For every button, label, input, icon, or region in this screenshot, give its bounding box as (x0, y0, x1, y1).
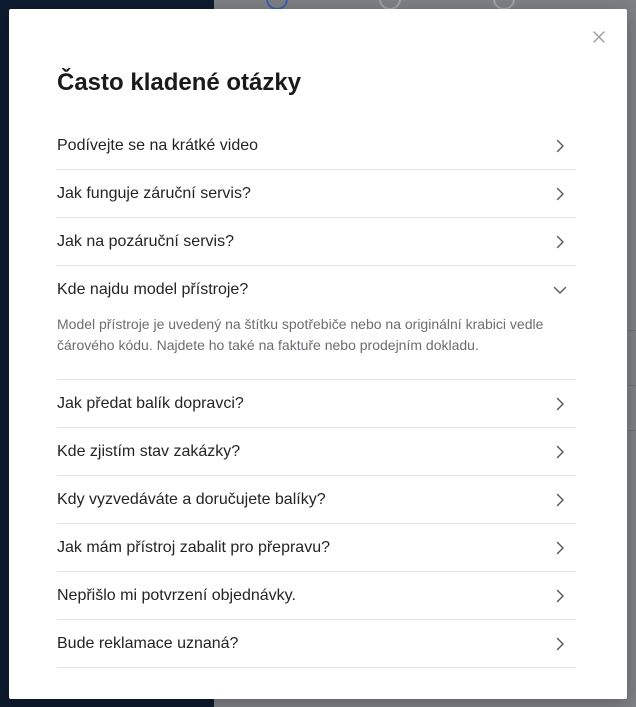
faq-question-label: Podívejte se na krátké video (57, 136, 259, 154)
faq-item (57, 524, 576, 572)
faq-question-label: Kde zjistím stav zakázky? (57, 442, 241, 460)
faq-question-toggle[interactable] (57, 170, 576, 217)
faq-item (57, 266, 576, 380)
faq-question-toggle[interactable] (57, 476, 576, 523)
faq-list (57, 122, 576, 668)
faq-item (57, 170, 576, 218)
faq-modal (9, 9, 627, 699)
faq-question-label: Jak předat balík dopravci? (57, 394, 244, 412)
chevron-right-icon (553, 589, 567, 603)
faq-item (57, 572, 576, 620)
faq-item (57, 380, 576, 428)
faq-item (57, 122, 576, 170)
faq-question-toggle[interactable] (57, 524, 576, 571)
faq-question-label: Nepřišlo mi potvrzení objednávky. (57, 586, 296, 604)
chevron-right-icon (553, 187, 567, 201)
chevron-right-icon (553, 235, 567, 249)
faq-answer: Model přístroje je uvedený na štítku spotřebiče nebo na originální krabici vedle čárového kódu. Najdete ho také na faktuře nebo prodejním dokladu. (57, 316, 544, 353)
faq-question-toggle[interactable] (57, 266, 576, 313)
faq-question-label: Jak funguje záruční servis? (57, 184, 251, 202)
modal-title: Často kladené otázky (57, 69, 302, 96)
chevron-right-icon (553, 493, 567, 507)
faq-question-label: Jak na pozáruční servis? (57, 232, 234, 250)
faq-item (57, 476, 576, 524)
chevron-right-icon (553, 541, 567, 555)
faq-question-toggle[interactable] (57, 380, 576, 427)
faq-item (57, 620, 576, 668)
chevron-right-icon (553, 397, 567, 411)
chevron-down-icon (553, 283, 567, 297)
faq-question-toggle[interactable] (57, 620, 576, 667)
chevron-right-icon (553, 637, 567, 651)
close-icon (589, 27, 609, 47)
faq-question-label: Jak mám přístroj zabalit pro přepravu? (57, 538, 330, 556)
close-button[interactable] (589, 27, 609, 47)
faq-question-toggle[interactable] (57, 572, 576, 619)
faq-question-toggle[interactable] (57, 218, 576, 265)
faq-item (57, 218, 576, 266)
faq-question-label: Bude reklamace uznaná? (57, 634, 239, 652)
faq-question-toggle[interactable] (57, 122, 576, 169)
chevron-right-icon (553, 445, 567, 459)
faq-question-label: Kdy vyzvedáváte a doručujete balíky? (57, 490, 326, 508)
chevron-right-icon (553, 139, 567, 153)
faq-question-label: Kde najdu model přístroje? (57, 280, 249, 298)
faq-item (57, 428, 576, 476)
faq-question-toggle[interactable] (57, 428, 576, 475)
